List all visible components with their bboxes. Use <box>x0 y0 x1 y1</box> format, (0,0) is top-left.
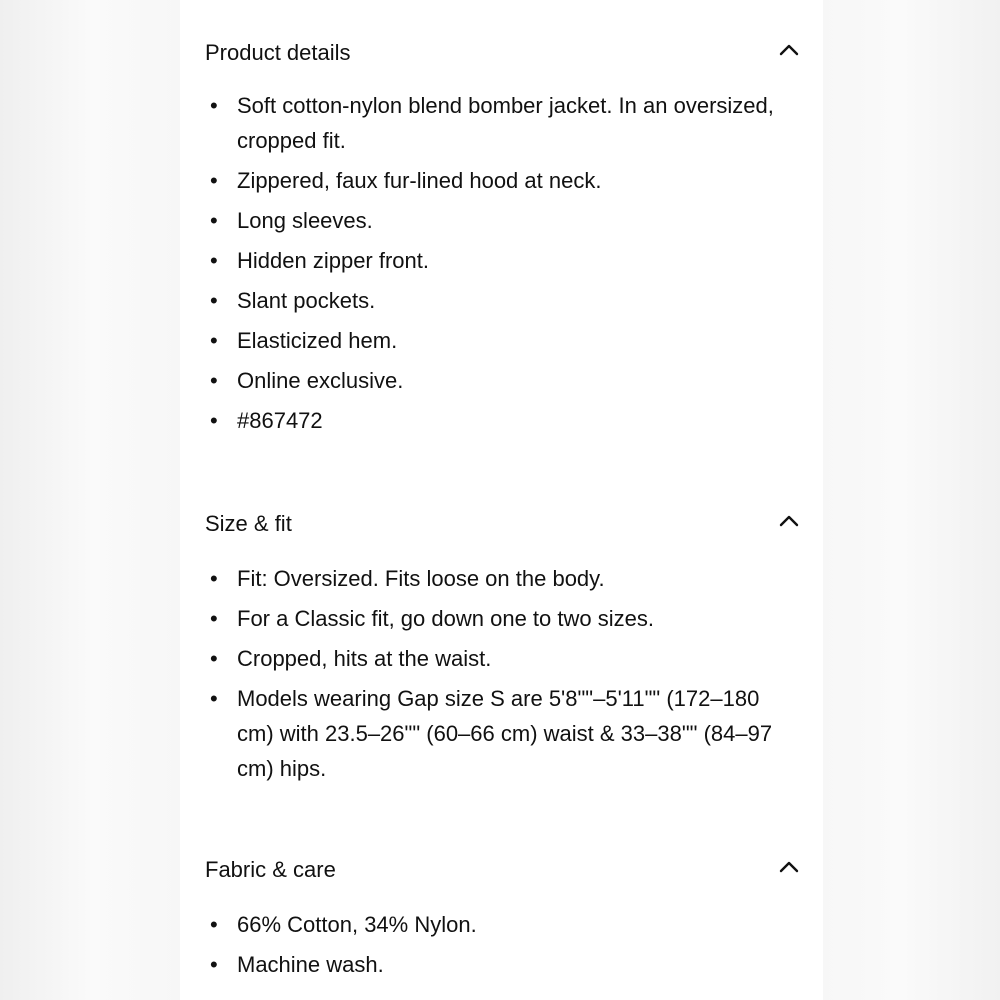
list-item-text: For a Classic fit, go down one to two sizes. <box>237 606 654 631</box>
bullet: • <box>210 168 218 193</box>
bullet: • <box>210 606 218 631</box>
list-item-text: #867472 <box>237 408 323 433</box>
chevron-up-icon[interactable] <box>778 859 800 875</box>
bullet: • <box>210 288 218 313</box>
list-item <box>180 363 823 398</box>
list-item <box>180 243 823 278</box>
bullet: • <box>210 368 218 393</box>
bullet: • <box>210 646 218 671</box>
size-fit-list <box>180 561 823 791</box>
bullet: • <box>210 566 218 591</box>
list-item-text: 66% Cotton, 34% Nylon. <box>237 912 477 937</box>
list-item <box>180 283 823 318</box>
product-details-list <box>180 88 823 443</box>
section-title: Product details <box>205 40 351 65</box>
fabric-care-header[interactable] <box>205 853 800 883</box>
chevron-up-icon[interactable] <box>778 42 800 58</box>
list-item-text: Hidden zipper front. <box>237 248 429 273</box>
section-title: Fabric & care <box>205 857 336 882</box>
list-item <box>180 323 823 358</box>
size-fit-header[interactable] <box>205 507 800 537</box>
list-item <box>180 641 823 676</box>
list-item-text: Slant pockets. <box>237 288 376 313</box>
list-item <box>180 203 823 238</box>
list-item-text: Fit: Oversized. Fits loose on the body. <box>237 566 605 591</box>
list-item <box>180 681 823 786</box>
list-item <box>180 163 823 198</box>
list-item <box>180 561 823 596</box>
list-item-text: Zippered, faux fur-lined hood at neck. <box>237 168 602 193</box>
list-item <box>180 947 823 982</box>
bullet: • <box>210 208 218 233</box>
bullet: • <box>210 248 218 273</box>
list-item-text: Models wearing Gap size S are 5'8""–5'11"" (172–180 cm) with 23.5–26"" (60–66 cm) waist & 33–38"" (84–97 cm) hips. <box>237 686 773 781</box>
bullet: • <box>210 912 218 937</box>
product-info-panel <box>180 0 823 1000</box>
list-item-text: Cropped, hits at the waist. <box>237 646 492 671</box>
chevron-up-icon[interactable] <box>778 513 800 529</box>
list-item <box>180 403 823 438</box>
list-item-text: Long sleeves. <box>237 208 373 233</box>
bullet: • <box>210 408 218 433</box>
list-item-text: Online exclusive. <box>237 368 404 393</box>
list-item <box>180 907 823 942</box>
bullet: • <box>210 93 218 118</box>
bullet: • <box>210 328 218 353</box>
list-item-text: Machine wash. <box>237 952 384 977</box>
list-item <box>180 88 823 158</box>
list-item-text: Soft cotton-nylon blend bomber jacket. In an oversized, cropped fit. <box>237 93 774 153</box>
fabric-care-list <box>180 907 823 987</box>
list-item <box>180 601 823 636</box>
product-details-header[interactable] <box>205 36 800 66</box>
list-item-text: Elasticized hem. <box>237 328 398 353</box>
section-title: Size & fit <box>205 511 292 536</box>
bullet: • <box>210 686 218 711</box>
bullet: • <box>210 952 218 977</box>
